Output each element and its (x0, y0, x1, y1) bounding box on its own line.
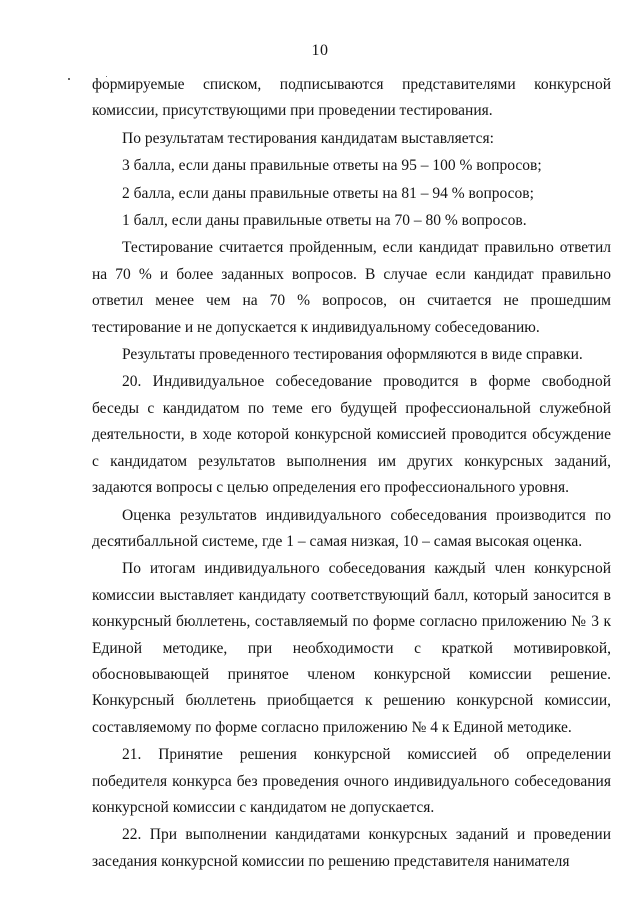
paragraph: 3 балла, если даны правильные ответы на 95 – 100 % вопросов; (122, 157, 542, 175)
page-number: 10 (311, 42, 329, 59)
paragraph: Оценка результатов индивидуального собеседования производится по десятибалльной системе, где 1 – самая низкая, 10 – самая высокая оценка. (92, 506, 611, 550)
paragraph: 1 балл, если даны правильные ответы на 70 – 80 % вопросов. (122, 212, 527, 230)
paragraph: формируемые списком, подписываются представителями конкурсной комиссии, присутствующими при проведении тестирования. (92, 76, 611, 120)
paragraph: Результаты проведенного тестирования оформляются в виде справки. (122, 346, 583, 364)
paragraph: Тестирование считается пройденным, если кандидат правильно ответил на 70 % и более заданных вопросов. В случае если кандидат правильно ответил менее чем на 70 % вопросов, он считается не прошедшим тестирование и не допускается к индивидуальному собеседованию. (92, 239, 611, 336)
paragraph: 21. Принятие решения конкурсной комиссией об определении победителя конкурса без проведения очного индивидуального собеседования конкурсной комиссии с кандидатом не допускается. (92, 746, 611, 816)
paragraph: По итогам индивидуального собеседования каждый член конкурсной комиссии выставляет кандидату соответствующий балл, который заносится в конкурсный бюллетень, составляемый по форме согласно приложению № 3 к Единой методике, при необходимости с краткой мотивировкой, обосновывающей принятое членом конкурсной комиссии решение. Конкурсный бюллетень приобщается к решению конкурсной комиссии, составляемому по форме согласно приложению № 4 к Единой методике. (92, 560, 611, 736)
body-text (92, 72, 611, 875)
paragraph: 20. Индивидуальное собеседование проводится в форме свободной беседы с кандидатом по теме его будущей профессиональной служебной деятельности, в ходе которой конкурсной комиссией проводится обсуждение с кандидатом результатов выполнения им других конкурсных заданий, задаются вопросы с целью определения его профессионального уровня. (92, 373, 611, 497)
paragraph: По результатам тестирования кандидатам выставляется: (122, 129, 494, 147)
paragraph: 2 балла, если даны правильные ответы на 81 – 94 % вопросов; (122, 184, 534, 202)
paragraph: 22. При выполнении кандидатами конкурсных заданий и проведении заседания конкурсной комиссии по решению представителя нанимателя (92, 826, 611, 870)
scan-speck (68, 78, 70, 80)
